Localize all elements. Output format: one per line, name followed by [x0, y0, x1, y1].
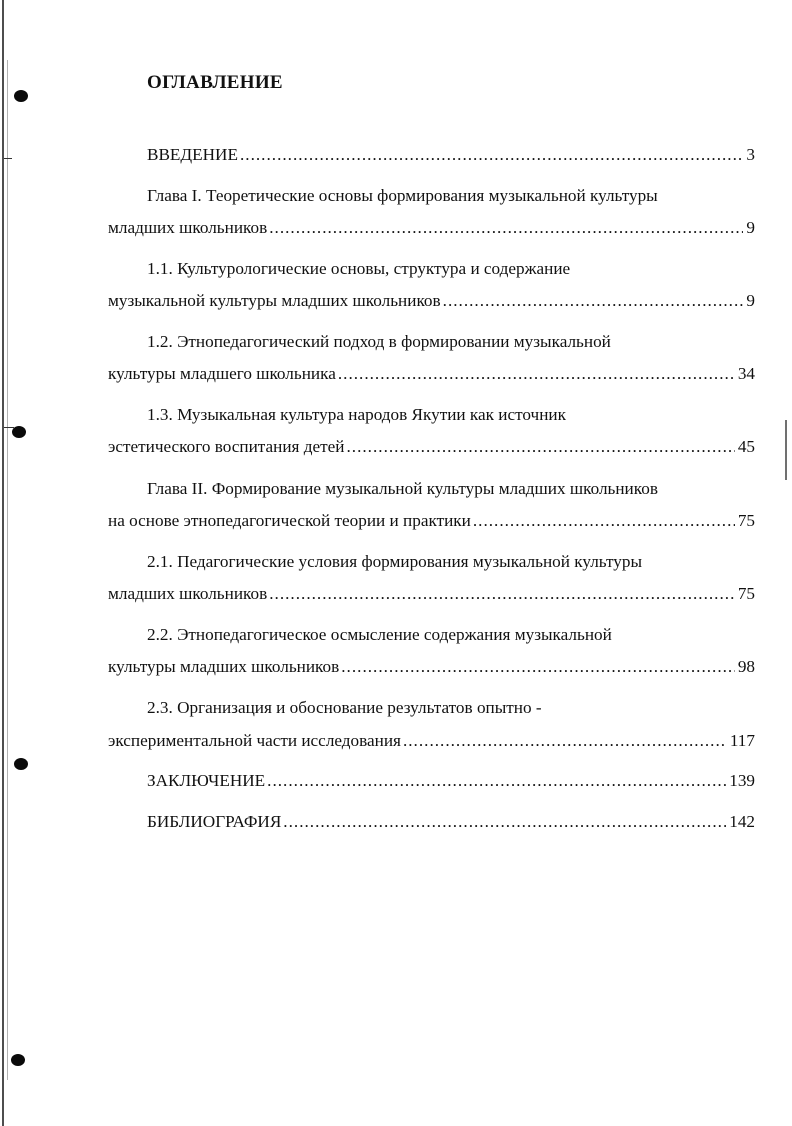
- toc-entry-heading: 1.1. Культурологические основы, структура и содержание: [147, 259, 571, 278]
- toc-page-number: 98: [737, 657, 755, 676]
- toc-entry-heading: Глава II. Формирование музыкальной культуры младших школьников: [147, 479, 658, 498]
- scan-mark: [785, 420, 787, 480]
- scan-border-line: [7, 60, 8, 1080]
- toc-page-number: 139: [729, 771, 755, 790]
- scan-border-line: [2, 0, 4, 1126]
- toc-page-number: 34: [737, 364, 755, 383]
- toc-entry-text: музыкальной культуры младших школьников: [108, 291, 441, 310]
- toc-page-number: 9: [746, 291, 755, 310]
- toc-page-number: 117: [729, 731, 755, 750]
- page-title: ОГЛАВЛЕНИЕ: [147, 72, 283, 93]
- toc-page-number: 75: [737, 511, 755, 530]
- toc-page-number: 142: [729, 812, 755, 831]
- toc-leader-dots: [269, 584, 735, 604]
- toc-leader-dots: [240, 145, 743, 165]
- toc-entry-heading: Глава I. Теоретические основы формирования музыкальной культуры: [147, 186, 658, 205]
- toc-leader-dots: [443, 291, 744, 311]
- punch-hole: [12, 426, 26, 438]
- toc-entry-heading: 2.2. Этнопедагогическое осмысление содержания музыкальной: [147, 625, 612, 644]
- toc-entry-text: экспериментальной части исследования: [108, 731, 401, 750]
- scan-tick: [4, 158, 12, 159]
- toc-entry-text: ЗАКЛЮЧЕНИЕ: [147, 771, 266, 790]
- toc-leader-dots: [338, 364, 735, 384]
- toc-leader-dots: [341, 657, 735, 677]
- toc-entry-heading: 2.1. Педагогические условия формирования музыкальной культуры: [147, 552, 642, 571]
- toc-page-number: 45: [737, 437, 755, 456]
- toc-entry-text: культуры младшего школьника: [108, 364, 336, 383]
- toc-page-number: 9: [746, 218, 755, 237]
- toc-leader-dots: [403, 731, 727, 751]
- toc-page-number: 3: [746, 145, 755, 164]
- toc-entry-text: культуры младших школьников: [108, 657, 340, 676]
- punch-hole: [14, 758, 28, 770]
- toc-entry-text: БИБЛИОГРАФИЯ: [147, 812, 282, 831]
- toc-entry-text: на основе этнопедагогической теории и практики: [108, 511, 471, 530]
- toc-entry-text: эстетического воспитания детей: [108, 437, 345, 456]
- punch-hole: [14, 90, 28, 102]
- toc-entry-heading: 2.3. Организация и обоснование результатов опытно -: [147, 698, 542, 717]
- toc-leader-dots: [269, 218, 743, 238]
- toc-leader-dots: [346, 437, 734, 457]
- toc-entry-text: младших школьников: [108, 218, 268, 237]
- toc-page-number: 75: [737, 584, 755, 603]
- toc-leader-dots: [473, 511, 735, 531]
- toc-entry-text: младших школьников: [108, 584, 268, 603]
- toc-leader-dots: [283, 812, 726, 832]
- toc-entry-text: ВВЕДЕНИЕ: [147, 145, 238, 164]
- punch-hole: [11, 1054, 25, 1066]
- toc-leader-dots: [267, 771, 726, 791]
- toc-entry-heading: 1.3. Музыкальная культура народов Якутии как источник: [147, 405, 566, 424]
- toc-entry-heading: 1.2. Этнопедагогический подход в формировании музыкальной: [147, 332, 611, 351]
